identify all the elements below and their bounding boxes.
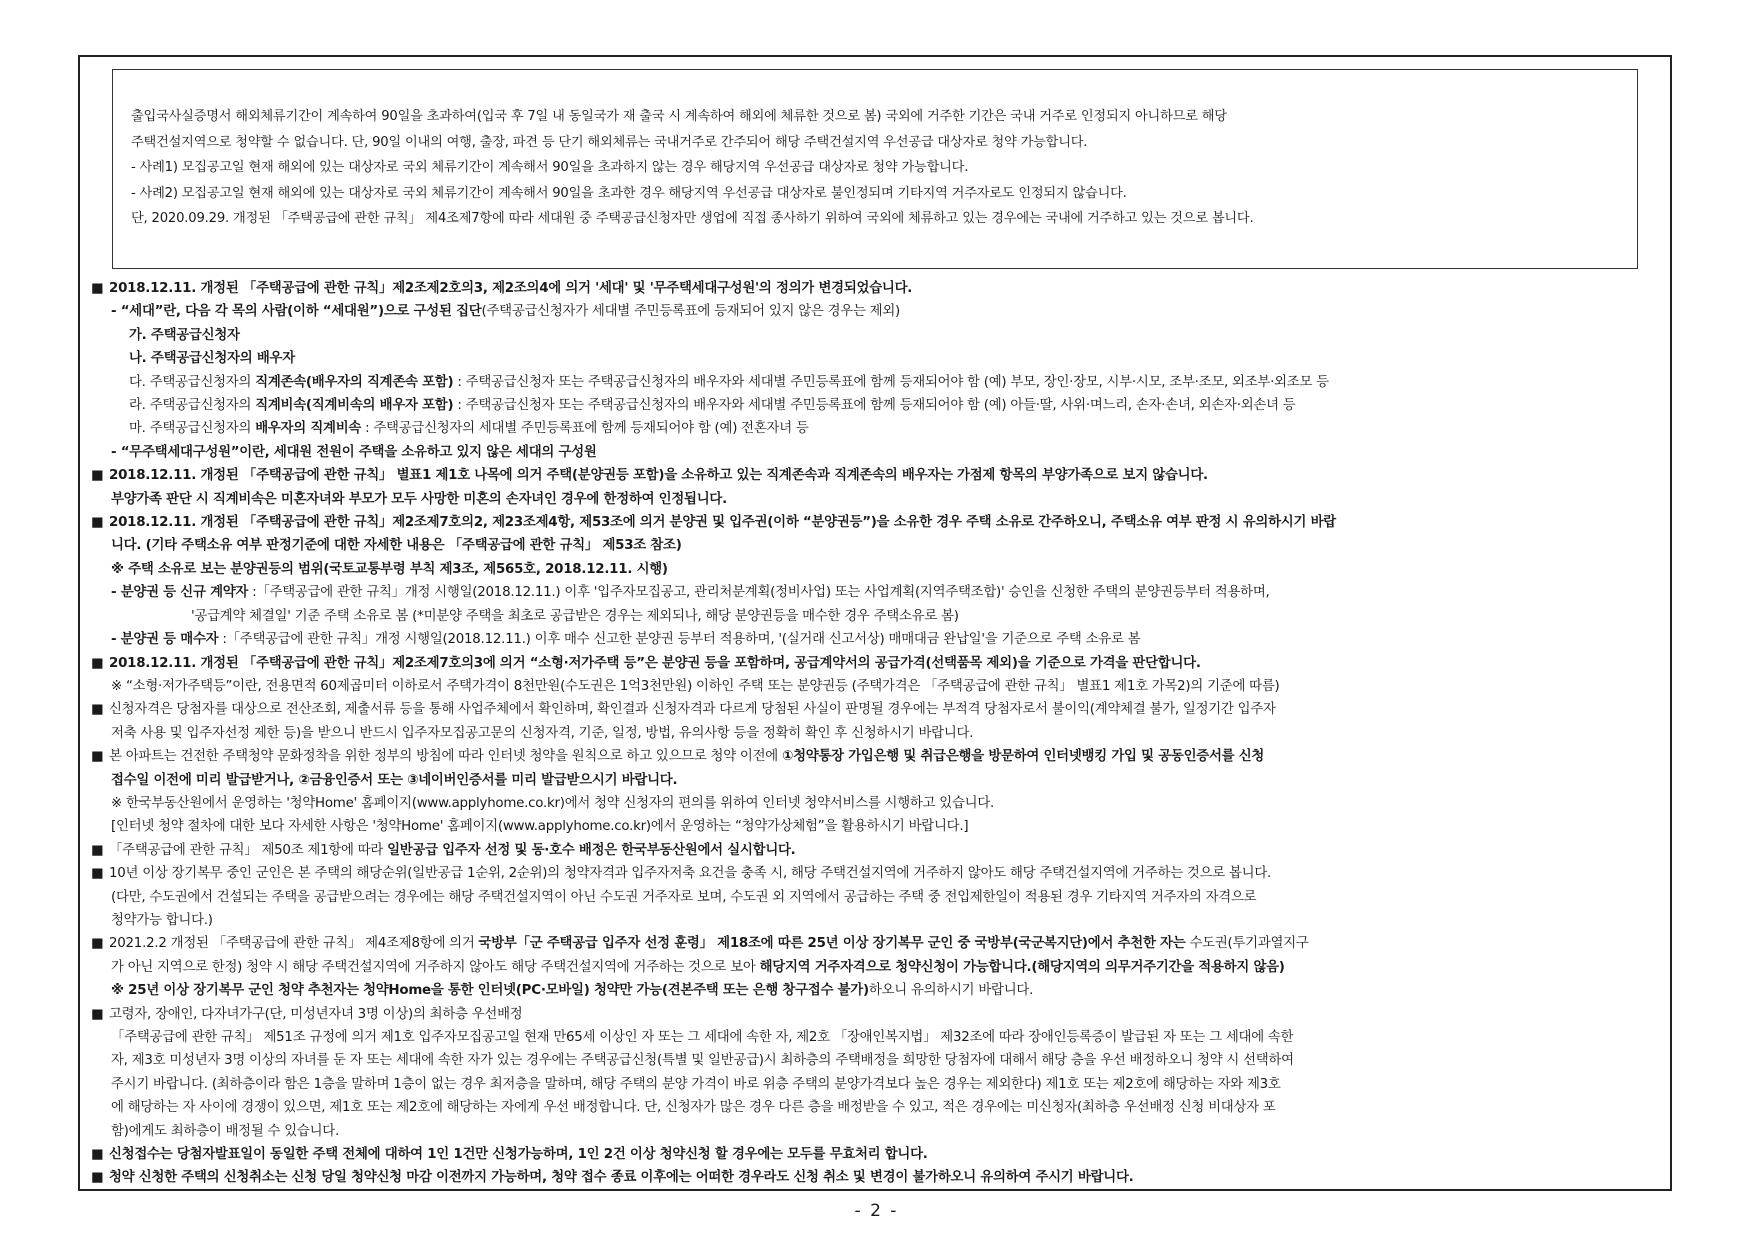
dependents-line: 부양가족 판단 시 직계비속은 미혼자녀와 부모가 모두 사망한 미혼의 손자녀인 경우에 한정하여 인정됩니다. <box>111 491 727 507</box>
overseas-stay-notice-box <box>112 69 1638 269</box>
applyhome-guide: [인터넷 청약 절차에 대한 보다 자세한 사항은 '청약Home' 홈페이지(www.applyhome.co.kr)에서 운영하는 “청약가상체험”을 활용하시기 바랍니다.] <box>111 819 969 835</box>
notice-line: - 사례1) 모집공고일 현재 해외에 있는 대상자로 국외 체류기간이 계속해서 90일을 초과하지 않는 경우 해당지역 우선공급 대상자로 청약 가능합니다. <box>131 160 969 176</box>
notice-line: 주택건설지역으로 청약할 수 없습니다. 단, 90일 이내의 여행, 출장, 파견 등 단기 해외체류는 국내거주로 간주되어 해당 주택건설지역 우선공급 대상자로 청약 가능합니다. <box>131 134 1088 150</box>
bullet-square-icon: ■ <box>91 1147 104 1163</box>
household-item-da: 다. 주택공급신청자의 직계존속(배우자의 직계존속 포함) : 주택공급신청자 또는 주택공급신청자의 배우자와 세대별 주민등록표에 함께 등재되어야 함 (예) 부모, 장인·장모, 시부·시모, 조부·조모, 외조부·외조모 등 <box>129 374 1329 390</box>
bullet-square-icon: ■ <box>91 702 104 718</box>
homeless-member-definition: - “무주택세대구성원”이란, 세대원 전원이 주택을 소유하고 있지 않은 세대의 구성원 <box>111 444 597 460</box>
presale-buyer: - 분양권 등 매수자 :「주택공급에 관한 규칙」개정 시행일(2018.12.11.) 이후 매수 신고한 분양권 등부터 적용하며, '(실거래 신고서상) 매매대금 완납일'을 기준으로 주택 소유로 봄 <box>111 632 1141 648</box>
internet-application-line: 접수일 이전에 미리 발급받거나, ②금융인증서 또는 ③네이버인증서를 미리 발급받으시기 바랍니다. <box>111 772 678 788</box>
bullet-square-icon: ■ <box>91 655 104 671</box>
presale-new-contractor: - 분양권 등 신규 계약자 :「주택공급에 관한 규칙」개정 시행일(2018.12.11.) 이후 '입주자모집공고, 관리처분계획(정비사업) 또는 사업계획(지역주택조합)' 승인을 신청한 주택의 분양권등부터 적용하며, <box>111 585 1270 601</box>
notice-line: - 사례2) 모집공고일 현재 해외에 있는 대상자로 국외 체류기간이 계속해서 90일을 초과한 경우 해당지역 우선공급 대상자로 불인정되며 기타지역 거주자로도 인정되지 않습니다. <box>131 185 1127 201</box>
bullet-square-icon: ■ <box>91 842 104 858</box>
25yr-soldier-line: 가 아닌 지역으로 한정) 청약 시 해당 주택건설지역에 거주하지 않아도 해당 주택건설지역에 거주하는 것으로 보아 해당지역 거주자격으로 청약신청이 가능합니다.(해당지역의 의무거주기간을 적용하지 않음) <box>111 959 1285 975</box>
25yr-soldier-note: ※ 25년 이상 장기복무 군인 청약 추천자는 청약Home을 통한 인터넷(PC·모바일) 청약만 가능(견본주택 또는 은행 창구접수 불가)하오니 유의하시기 바랍니다. <box>111 983 1034 999</box>
lowest-floor-line: 주시기 바랍니다. (최하층이라 함은 1층을 말하며 1층이 없는 경우 최저층을 말하며, 해당 주택의 분양 가격이 바로 위층 주택의 분양가격보다 높은 경우는 제외한다) 제1호 또는 제2호에 해당하는 자와 제3호 <box>111 1076 1281 1092</box>
long-service-soldier-line: 청약가능 합니다.) <box>111 912 213 928</box>
presale-new-contractor-cont: '공급계약 체결일' 기준 주택 소유로 봄 (*미분양 주택을 최초로 공급받은 경우는 제외되나, 해당 분양권등을 매수한 경우 주택소유로 봄) <box>191 608 959 624</box>
notice-line: 단, 2020.09.29. 개정된 「주택공급에 관한 규칙」 제4조제7항에 따라 세대원 중 주택공급신청자만 생업에 직접 종사하기 위하여 국외에 체류하고 있는 경우에는 국내에 거주하고 있는 것으로 봅니다. <box>131 211 1254 227</box>
lowest-floor-line: 「주택공급에 관한 규칙」 제51조 규정에 의거 제1호 입주자모집공고일 현재 만65세 이상인 자 또는 그 세대에 속한 자, 제2호 「장애인복지법」 제32조에 따라 장애인등록증이 발급된 자 또는 그 세대에 속한 <box>111 1030 1294 1045</box>
lowest-floor-line: 함)에게도 최하층이 배정될 수 있습니다. <box>111 1123 339 1139</box>
bullet-square-icon: ■ <box>91 468 104 484</box>
page-frame <box>78 55 1672 1191</box>
section-dependents: ■ 2018.12.11. 개정된 「주택공급에 관한 규칙」 별표1 제1호 나목에 의거 주택(분양권등 포함)을 소유하고 있는 직계존속과 직계존속의 배우자는 가점제 항목의 부양가족으로 보지 않습니다. <box>91 464 1663 487</box>
section-lowest-floor-priority: ■ 고령자, 장애인, 다자녀가구(단, 미성년자녀 3명 이상)의 최하층 우선배정 <box>91 1003 1663 1026</box>
long-service-soldier-line: (다만, 수도권에서 건설되는 주택을 공급받으려는 경우에는 해당 주택건설지역이 아닌 수도권 거주자로 보며, 수도권 외 지역에서 공급하는 주택 중 전입제한일이 적용된 경우 기타지역 거주자의 자격으로 <box>111 889 1257 905</box>
household-item-na: 나. 주택공급신청자의 배우자 <box>129 351 295 367</box>
section-25yr-soldier: ■ 2021.2.2 개정된 「주택공급에 관한 규칙」 제4조제8항에 의거 국방부「군 주택공급 입주자 선정 훈령」 제18조에 따른 25년 이상 장기복무 군인 중 국방부(국군복지단)에서 추천한 자는 수도권(투기과열지구 <box>91 932 1663 955</box>
section-internet-application: ■ 본 아파트는 건전한 주택청약 문화정착을 위한 정부의 방침에 따라 인터넷 청약을 원칙으로 하고 있으므로 청약 이전에 ①청약통장 가입은행 및 취급은행을 방문하여 인터넷뱅킹 가입 및 공동인증서를 신청 <box>91 745 1663 768</box>
eligibility-check-line: 저축 사용 및 입주자선정 제한 등)을 받으니 반드시 입주자모집공고문의 신청자격, 기준, 일정, 방법, 유의사항 등을 정확히 확인 후 신청하시기 바랍니다. <box>111 725 974 741</box>
section-small-low-price-housing: ■ 2018.12.11. 개정된 「주택공급에 관한 규칙」제2조제7호의3에 의거 “소형·저가주택 등”은 분양권 등을 포함하며, 공급계약서의 공급가격(선택품목 제외)을 기준으로 가격을 판단합니다. <box>91 652 1663 675</box>
bullet-square-icon: ■ <box>91 1170 104 1186</box>
bullet-square-icon: ■ <box>91 936 104 952</box>
section-household-definition-title: ■ 2018.12.11. 개정된 「주택공급에 관한 규칙」제2조제2호의3, 제2조의4에 의거 '세대' 및 '무주택세대구성원'의 정의가 변경되었습니다. <box>91 277 1663 300</box>
presale-rights-line: 니다. (기타 주택소유 여부 판정기준에 대한 자세한 내용은 「주택공급에 관한 규칙」 제53조 참조) <box>111 538 682 554</box>
section-cancellation-rule: ■ 청약 신청한 주택의 신청취소는 신청 당일 청약신청 마감 이전까지 가능하며, 청약 접수 종료 이후에는 어떠한 경우라도 신청 취소 및 변경이 불가하오니 유의하여 주시기 바랍니다. <box>91 1166 1663 1189</box>
notice-content <box>91 277 1663 1190</box>
applyhome-note: ※ 한국부동산원에서 운영하는 '청약Home' 홈페이지(www.applyhome.co.kr)에서 청약 신청자의 편의를 위하여 인터넷 청약서비스를 시행하고 있습니다. <box>111 795 995 811</box>
section-long-service-soldier: ■ 10년 이상 장기복무 중인 군인은 본 주택의 해당순위(일반공급 1순위, 2순위)의 청약자격과 입주자저축 요건을 충족 시, 해당 주택건설지역에 거주하지 않아도 해당 주택건설지역에 거주하는 것으로 봅니다. <box>91 862 1663 885</box>
notice-line: 출입국사실증명서 해외체류기간이 계속하여 90일을 초과하여(입국 후 7일 내 동일국가 재 출국 시 계속하여 해외에 체류한 것으로 봄) 국외에 거주한 기간은 국내 거주로 인정되지 아니하므로 해당 <box>131 109 1227 124</box>
small-low-price-note: ※ “소형·저가주택등”이란, 전용면적 60제곱미터 이하로서 주택가격이 8천만원(수도권은 1억3천만원) 이하인 주택 또는 분양권등 (주택가격은 「주택공급에 관한 규칙」 별표1 제1호 가목2)의 기준에 따름) <box>111 678 1280 694</box>
bullet-square-icon: ■ <box>91 515 104 531</box>
section-presale-rights: ■ 2018.12.11. 개정된 「주택공급에 관한 규칙」제2조제7호의2, 제23조제4항, 제53조에 의거 분양권 및 입주권(이하 “분양권등”)을 소유한 경우 주택 소유로 간주하오니, 주택소유 여부 판정 시 유의하시기 바랍 <box>91 511 1663 534</box>
lowest-floor-line: 에 해당하는 자 사이에 경쟁이 있으면, 제1호 또는 제2호에 해당하는 자에게 우선 배정합니다. 단, 신청자가 많은 경우 다른 층을 배정받을 수 있고, 적은 경우에는 미신청자(최하층 우선배정 신청 비대상자 포 <box>111 1100 1276 1116</box>
section-eligibility-check: ■ 신청자격은 당첨자를 대상으로 전산조회, 제출서류 등을 통해 사업주체에서 확인하며, 확인결과 신청자격과 다르게 당첨된 사실이 판명될 경우에는 부적격 당첨자로서 불이익(계약체결 불가, 일정기간 입주자 <box>91 698 1663 721</box>
household-definition: - “세대”란, 다음 각 목의 사람(이하 “세대원”)으로 구성된 집단(주택공급신청자가 세대별 주민등록표에 등재되어 있지 않은 경우는 제외) <box>111 304 901 320</box>
presale-rights-note: ※ 주택 소유로 보는 분양권등의 범위(국토교통부령 부칙 제3조, 제565호, 2018.12.11. 시행) <box>111 561 668 577</box>
household-item-ga: 가. 주택공급신청자 <box>129 327 240 343</box>
section-one-application-rule: ■ 신청접수는 당첨자발표일이 동일한 주택 전체에 대하여 1인 1건만 신청가능하며, 1인 2건 이상 청약신청 할 경우에는 모두를 무효처리 합니다. <box>91 1143 1663 1166</box>
household-item-ma: 마. 주택공급신청자의 배우자의 직계비속 : 주택공급신청자의 세대별 주민등록표에 함께 등재되어야 함 (예) 전혼자녀 등 <box>129 421 809 437</box>
bullet-square-icon: ■ <box>91 281 104 296</box>
lowest-floor-line: 자, 제3호 미성년자 3명 이상의 자녀를 둔 자 또는 세대에 속한 자가 있는 경우에는 주택공급신청(특별 및 일반공급)시 최하층의 주택배정을 희망한 당첨자에 대해서 해당 층을 우선 배정하오니 청약 시 선택하여 <box>111 1053 1294 1069</box>
bullet-square-icon: ■ <box>91 866 104 882</box>
section-selection-agency: ■ 「주택공급에 관한 규칙」 제50조 제1항에 따라 일반공급 입주자 선정 및 동·호수 배정은 한국부동산원에서 실시합니다. <box>91 839 1663 862</box>
bullet-square-icon: ■ <box>91 1006 104 1022</box>
household-item-ra: 라. 주택공급신청자의 직계비속(직계비속의 배우자 포함) : 주택공급신청자 또는 주택공급신청자의 배우자와 세대별 주민등록표에 함께 등재되어야 함 (예) 아들·딸, 사위·며느리, 손자·손녀, 외손자·외손녀 등 <box>129 398 1296 414</box>
page-number: - 2 - <box>854 1201 899 1221</box>
bullet-square-icon: ■ <box>91 749 104 765</box>
